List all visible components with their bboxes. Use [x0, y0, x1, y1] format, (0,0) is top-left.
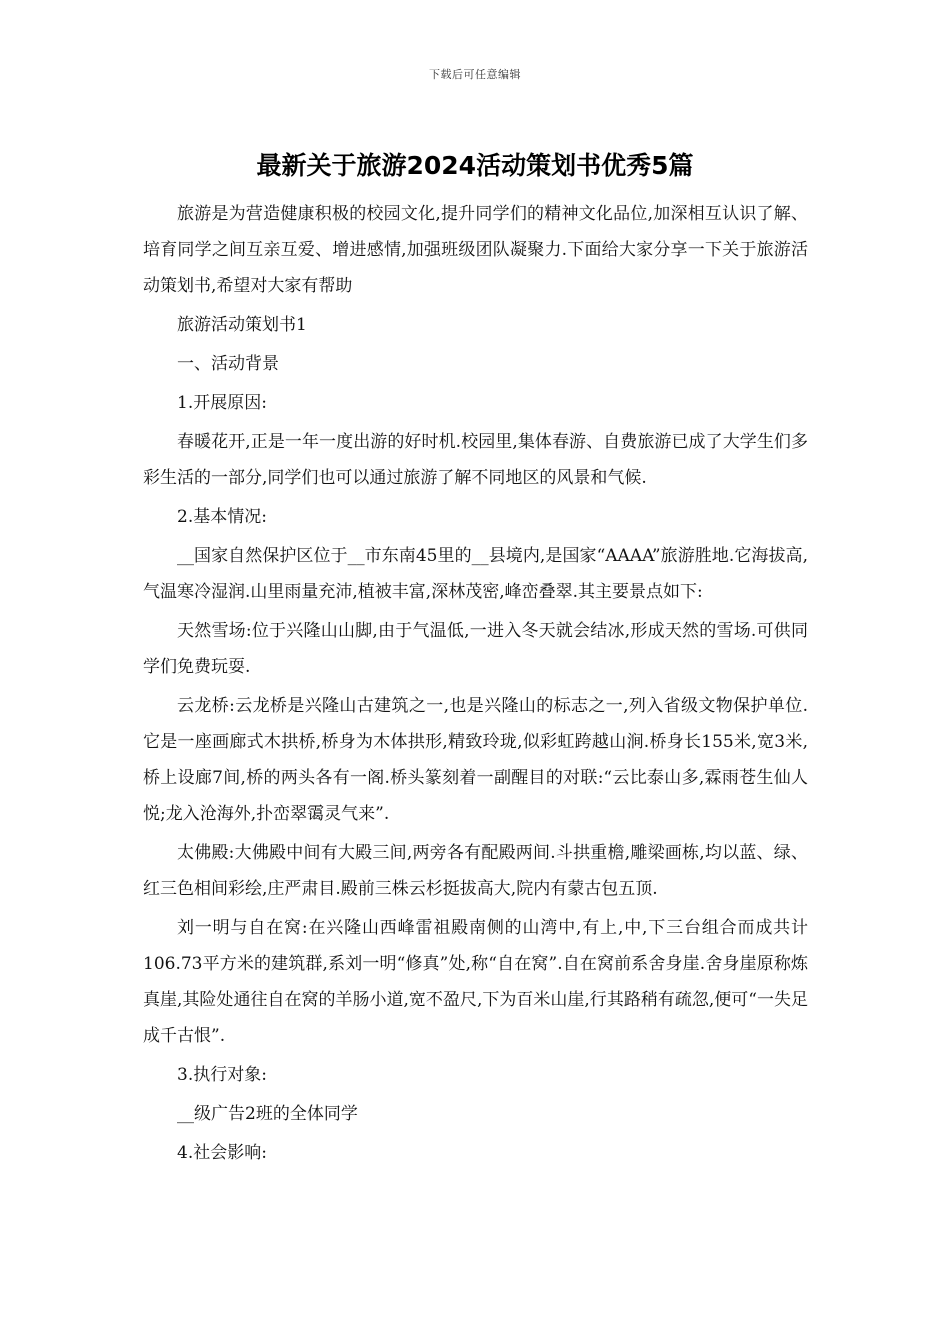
- document-body: [143, 196, 808, 1174]
- body-paragraph: 刘一明与自在窝:在兴隆山西峰雷祖殿南侧的山湾中,有上,中,下三台组合而成共计106.73平方米的建筑群,系刘一明“修真”处,称“自在窝”.自在窝前系舍身崖.舍身崖原称炼真崖,其险处通往自在窝的羊肠小道,宽不盈尺,下为百米山崖,行其路稍有疏忽,便可“一失足成千古恨”.: [143, 918, 808, 1046]
- body-paragraph: __级广告2班的全体同学: [177, 1104, 358, 1124]
- subheading: 1.开展原因:: [177, 393, 267, 413]
- subheading: 2.基本情况:: [177, 507, 267, 527]
- section-heading: 一、活动背景: [177, 354, 279, 374]
- document-title: 最新关于旅游2024活动策划书优秀5篇: [256, 151, 694, 180]
- body-paragraph: 云龙桥:云龙桥是兴隆山古建筑之一,也是兴隆山的标志之一,列入省级文物保护单位.它是一座画廊式木拱桥,桥身为木体拱形,精致玲珑,似彩虹跨越山涧.桥身长155米,宽3米,桥上设廊7间,桥的两头各有一阁.桥头篆刻着一副醒目的对联:“云比泰山多,霖雨苍生仙人悦;龙入沧海外,扑峦翠霭灵气来”.: [143, 696, 808, 824]
- page-header-note: 下载后可任意编辑: [429, 68, 521, 81]
- body-paragraph: 春暖花开,正是一年一度出游的好时机.校园里,集体春游、自费旅游已成了大学生们多彩生活的一部分,同学们也可以通过旅游了解不同地区的风景和气候.: [143, 432, 808, 488]
- body-paragraph: 太佛殿:大佛殿中间有大殿三间,两旁各有配殿两间.斗拱重檐,雕梁画栋,均以蓝、绿、红三色相间彩绘,庄严肃目.殿前三株云杉挺拔高大,院内有蒙古包五顶.: [143, 843, 808, 899]
- body-paragraph: 天然雪场:位于兴隆山山脚,由于气温低,一进入冬天就会结冰,形成天然的雪场.可供同学们免费玩耍.: [143, 621, 808, 677]
- subheading: 3.执行对象:: [177, 1065, 267, 1085]
- body-paragraph: __国家自然保护区位于__市东南45里的__县境内,是国家“AAAA”旅游胜地.它海拔高,气温寒冷湿润.山里雨量充沛,植被丰富,深林茂密,峰峦叠翠.其主要景点如下:: [143, 546, 808, 602]
- subheading: 4.社会影响:: [177, 1143, 267, 1163]
- section-title: 旅游活动策划书1: [177, 315, 307, 335]
- intro-paragraph: 旅游是为营造健康积极的校园文化,提升同学们的精神文化品位,加深相互认识了解、培育同学之间互亲互爱、增进感情,加强班级团队凝聚力.下面给大家分享一下关于旅游活动策划书,希望对大家有帮助: [143, 204, 808, 296]
